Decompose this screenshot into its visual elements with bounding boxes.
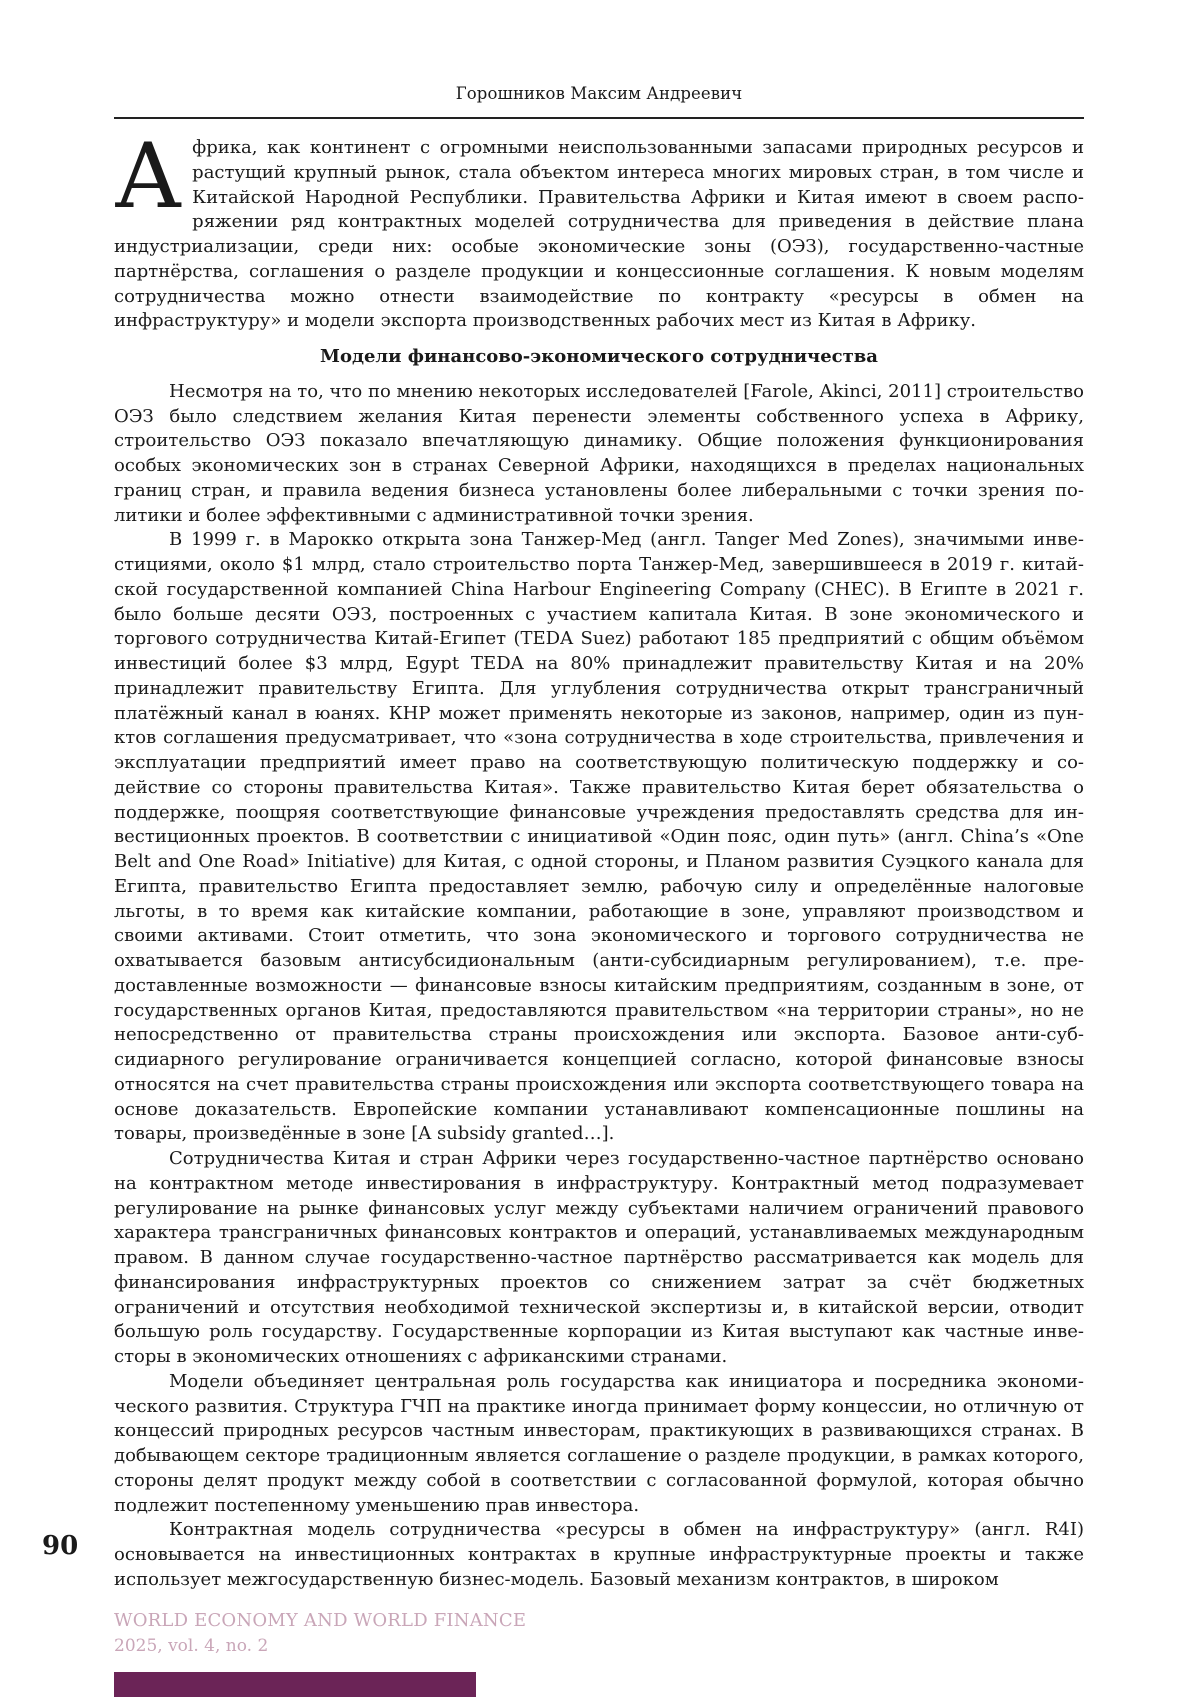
footer-accent-bar <box>114 1672 476 1697</box>
body-paragraph-1: Несмотря на то, что по мнению некоторых исследователей [Farole, Akinci, 2011] строительство ОЭЗ было следствием желания Китая перенести элементы собственного успеха в Африку, строительство ОЭЗ показало впечатляющую динамику. Общие положения функционирования особых экономических зон в странах Северной Африки, находящихся в пределах национальных границ стран, и правила ведения бизнеса установлены более либеральными с точки зрения политики и более эффективными с административной точки зрения. <box>114 380 1084 526</box>
article-body <box>114 124 1084 1593</box>
header-divider <box>114 117 1084 119</box>
section-heading: Модели финансово-экономического сотрудничества <box>320 346 878 367</box>
intro-paragraph <box>114 124 1084 334</box>
journal-issue: 2025, vol. 4, no. 2 <box>114 1636 269 1656</box>
drop-cap: А <box>114 124 183 229</box>
body-paragraph-3: Сотрудничества Китая и стран Африки через государственно-частное партнёрство основано на контрактном методе инвестирования в инфраструктуру. Контрактный метод подразумевает регулирование на рынке финансовых услуг между субъектами наличием ограничений правового характера трансграничных финансовых контрактов и операций, устанавливаемых международным правом. В данном случае государственно-частное партнёрство рассматривается как модель для финансирования инфраструктурных проектов со снижением затрат за счёт бюджетных ограничений и отсутствия необходимой технической экспертизы и, в китайской версии, отводит большую роль государству. Государственные корпорации из Китая выступают как частные инвесторы в экономических отношениях с африканскими странами. <box>114 1148 1084 1367</box>
page-number: 90 <box>42 1531 79 1561</box>
intro-text: фрика, как континент с огромными неиспользованными запасами природных ресурсов и растущий крупный рынок, стала объектом интереса многих мировых стран, в том числе и Китайской Народной Республики. Правительства Африки и Китая имеют в своем распоряжении ряд контрактных моделей сотрудничества для приведения в действие плана индустриализации, среди них: особые экономические зоны (ОЭЗ), государственно-частные партнёрства, соглашения о разделе продукции и концессионные соглашения. К новым моделям сотрудничества можно отнести взаимодействие по контракту «ресурсы в обмен на инфраструктуру» и модели экспорта производственных рабочих мест из Китая в Африку. <box>114 137 1084 332</box>
body-paragraph-4: Модели объединяет центральная роль государства как инициатора и посредника экономического развития. Структура ГЧП на практике иногда принимает форму концессии, но отличную от концессий природных ресурсов частным инвесторам, практикующих в развивающихся странах. В добывающем секторе традиционным является соглашение о разделе продукции, в рамках которого, стороны делят продукт между собой в соответствии с согласованной формулой, которая обычно подлежит постепенному уменьшению прав инвестора. <box>114 1370 1084 1516</box>
body-paragraph-2: В 1999 г. в Марокко открыта зона Танжер-Мед (англ. Tanger Med Zones), значимыми инвестициями, около $1 млрд, стало строительство порта Танжер-Мед, завершившееся в 2019 г. китайской государственной компанией China Harbour Engineering Company (CHEC). В Египте в 2021 г. было больше десяти ОЭЗ, построенных с участием капитала Китая. В зоне экономического и торгового сотрудничества Китай-Египет (TEDA Suez) работают 185 предприятий с общим объёмом инвестиций более $3 млрд, Egypt TEDA на 80% принадлежит правительству Китая и на 20% принадлежит правительству Египта. Для углубления сотрудничества открыт трансграничный платёжный канал в юанях. КНР может применять некоторые из законов, например, один из пунктов соглашения предусматривает, что «зона сотрудничества в ходе строительства, привлечения и эксплуатации предприятий имеет право на соответствующую политическую поддержку и содействие со стороны правительства Китая». Также правительство Китая берет обязательства о поддержке, поощряя соответствующие финансовые учреждения предоставлять средства для инвестиционных проектов. В соответствии с инициативой «Один пояс, один путь» (англ. China’s «One Belt and One Road» Initiative) для Китая, с одной стороны, и Планом развития Суэцкого канала для Египта, правительство Египта предоставляет землю, рабочую силу и определённые налоговые льготы, в то время как китайские компании, работающие в зоне, управляют производством и своими активами. Стоит отметить, что зона экономического и торгового сотрудничества не охватывается базовым антисубсидиональным (анти-субсидиарным регулированием), т.е. предоставленные возможности — финансовые взносы китайским предприятиям, созданным в зоне, от государственных органов Китая, предоставляются правительством «на территории страны», но не непосредственно от правительства страны происхождения или экспорта. Базовое анти-субсидиарного регулирование ограничивается концепцией согласно, которой финансовые взносы относятся на счет правительства страны происхождения или экспорта соответствующего товара на основе доказательств. Европейские компании устанавливают компенсационные пошлины на товары, произведённые в зоне [A subsidy granted…]. <box>114 529 1084 1145</box>
body-paragraph-5: Контрактная модель сотрудничества «ресурсы в обмен на инфраструктуру» (англ. R4I) основывается на инвестиционных контрактах в крупные инфраструктурные проекты и также использует межгосударственную бизнес-модель. Базовый механизм контрактов, в широком <box>114 1519 1084 1590</box>
running-header-author: Горошников Максим Андреевич <box>455 84 743 103</box>
journal-title: WORLD ECONOMY AND WORLD FINANCE <box>114 1610 527 1631</box>
